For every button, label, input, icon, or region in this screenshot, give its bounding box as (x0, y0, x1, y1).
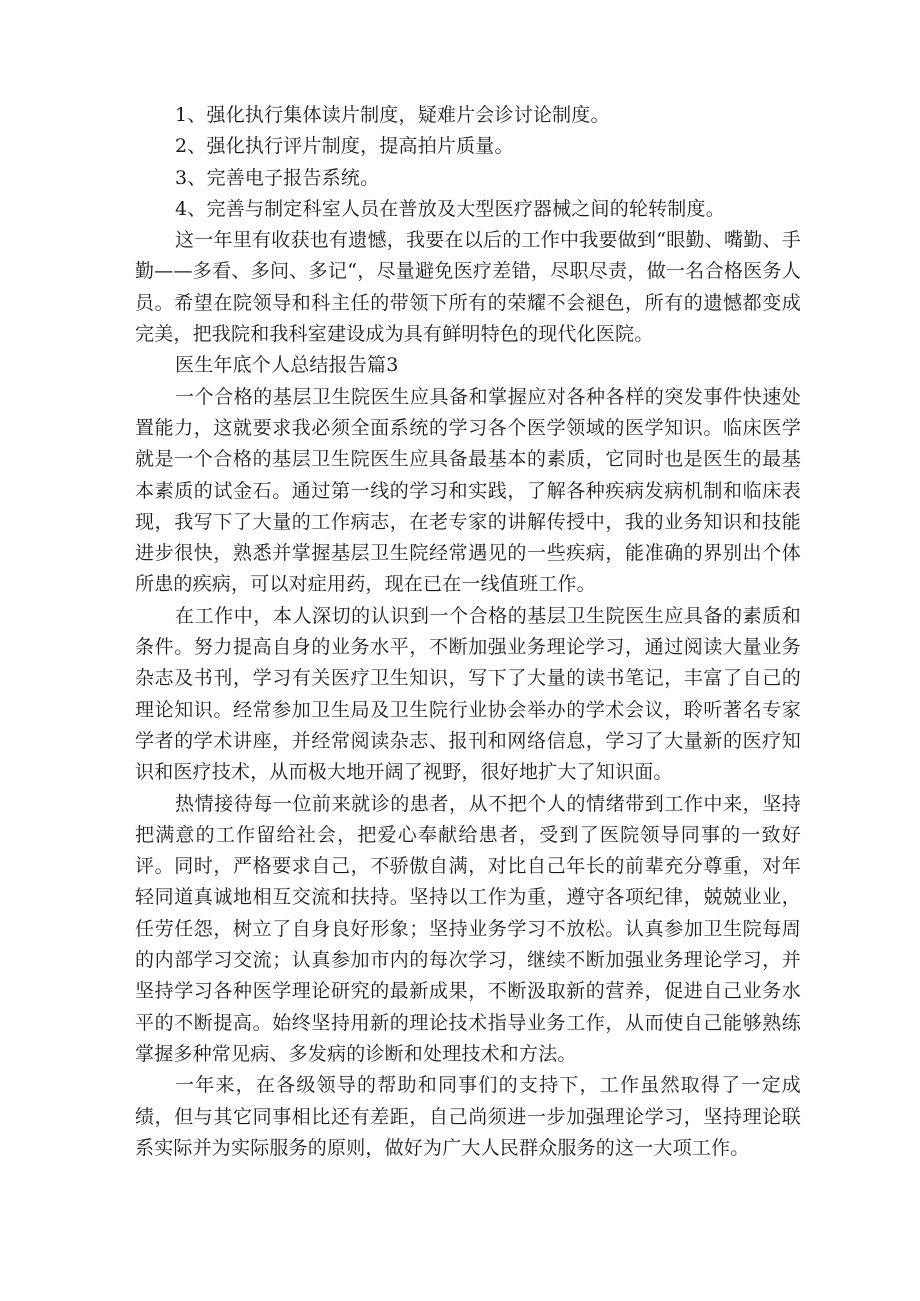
body-paragraph-4: 一年来，在各级领导的帮助和同事们的支持下，工作虽然取得了一定成绩，但与其它同事相比还有差距，自己尚须进一步加强理论学习，坚持理论联系实际并为实际服务的原则，做好为广大人民群众服务的这一大项工作。 (135, 1074, 801, 1159)
list-item-1: 1、强化执行集体读片制度，疑难片会诊讨论制度。 (175, 104, 610, 126)
body-paragraph-3: 热情接待每一位前来就诊的患者，从不把个人的情绪带到工作中来，坚持把满意的工作留给社会，把爱心奉献给患者，受到了医院领导同事的一致好评。同时，严格要求自己，不骄傲自满，对比自己年长的前辈充分尊重，对年轻同道真诚地相互交流和扶持。坚持以工作为重，遵守各项纪律，兢兢业业，任劳任怨，树立了自身良好形象；坚持业务学习不放松。认真参加卫生院每周的内部学习交流；认真参加市内的每次学习，继续不断加强业务理论学习，并坚持学习各种医学理论研究的最新成果，不断汲取新的营养，促进自己业务水平的不断提高。始终坚持用新的理论技术指导业务工作，从而使自己能够熟练掌握多种常见病、多发病的诊断和处理技术和方法。 (135, 792, 801, 1065)
list-item-2: 2、强化执行评片制度，提高拍片质量。 (175, 135, 514, 158)
body-paragraph-2: 在工作中，本人深切的认识到一个合格的基层卫生院医生应具备的素质和条件。努力提高自身的业务水平，不断加强业务理论学习，通过阅读大量业务杂志及书刊，学习有关医疗卫生知识，写下了大量的读书笔记，丰富了自己的理论知识。经常参加卫生局及卫生院行业协会举办的学术会议，聆听著名专家学者的学术讲座，并经常阅读杂志、报刊和网络信息，学习了大量新的医疗知识和医疗技术，从而极大地开阔了视野，很好地扩大了知识面。 (135, 604, 801, 784)
list-item-3: 3、完善电子报告系统。 (175, 166, 380, 189)
closing-paragraph: 这一年里有收获也有遗憾，我要在以后的工作中我要做到“眼勤、嘴勤、手勤——多看、多问、多记“，尽量避免医疗差错，尽职尽责，做一名合格医务人员。希望在院领导和科主任的带领下所有的荣耀不会褪色，所有的遗憾都变成完美，把我院和我科室建设成为具有鲜明特色的现代化医院。 (135, 229, 801, 346)
document-page (135, 100, 801, 1164)
list-item-4: 4、完善与制定科室人员在普放及大型医疗器械之间的轮转制度。 (175, 197, 725, 220)
section-heading: 医生年底个人总结报告篇3 (175, 354, 399, 377)
body-paragraph-1: 一个合格的基层卫生院医生应具备和掌握应对各种各样的突发事件快速处置能力，这就要求我必须全面系统的学习各个医学领域的医学知识。临床医学就是一个合格的基层卫生院医生应具备最基本的素质，它同时也是医生的最基本素质的试金石。通过第一线的学习和实践，了解各种疾病发病机制和临床表现，我写下了大量的工作病志，在老专家的讲解传授中，我的业务知识和技能进步很快，熟悉并掌握基层卫生院经常遇见的一些疾病，能准确的界别出个体所患的疾病，可以对症用药，现在已在一线值班工作。 (135, 385, 801, 596)
